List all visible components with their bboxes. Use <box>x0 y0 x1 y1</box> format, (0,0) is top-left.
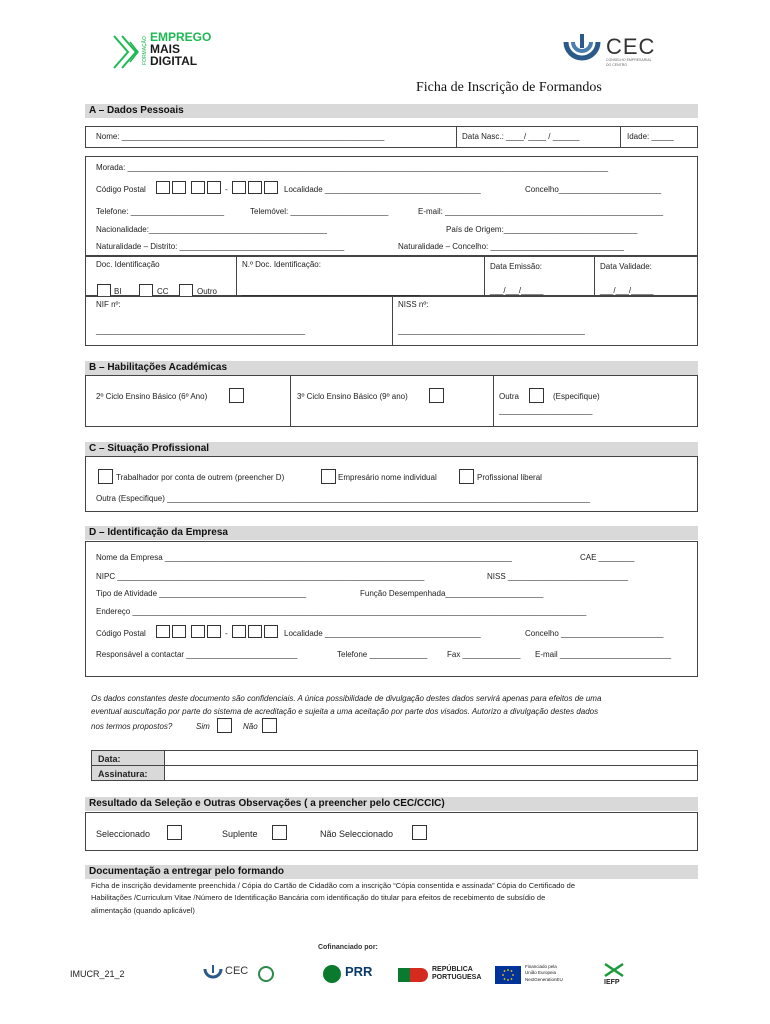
section-b-frame <box>85 375 698 427</box>
nao-checkbox[interactable] <box>262 718 277 733</box>
iefp-emblem-icon <box>603 962 625 978</box>
niss-label: NISS nº: <box>398 300 429 309</box>
logo-line-2: MAIS <box>150 42 180 56</box>
footer-ccic-logo-icon <box>258 966 274 982</box>
nao-seleccionado-label: Não Seleccionado <box>320 829 394 839</box>
cec-logo-sub1: CONSELHO EMPRESARIAL <box>606 58 652 62</box>
empresario-label: Empresário nome individual <box>338 473 437 482</box>
especifique-label: (Especifique) <box>553 392 600 401</box>
cp-digit-6[interactable] <box>248 181 262 194</box>
empresa-cp-label: Código Postal <box>96 629 146 638</box>
seleccionado-label: Seleccionado <box>96 829 151 839</box>
data-input[interactable] <box>166 751 696 764</box>
ciclo2-checkbox[interactable] <box>229 388 244 403</box>
empresa-cp-digit-5[interactable] <box>232 625 246 638</box>
empresa-cp-digit-4[interactable] <box>207 625 221 638</box>
empresa-niss-field[interactable]: NISS ___________________________ <box>487 572 629 581</box>
republica-portuguesa-logo: REPÚBLICA PORTUGUESA <box>398 966 488 984</box>
consent-line-2: eventual auscultação por parte do sistema de acreditação e sujeita a uma aceitação por parte dos visados. Autorizo a divulgação destes dados <box>91 707 599 716</box>
data-nasc-field[interactable]: Data Nasc.: ____/ ____ / ______ <box>462 132 580 141</box>
cp-digit-2[interactable] <box>172 181 186 194</box>
nome-field[interactable]: Nome: ___________________________________________________________ <box>96 132 385 141</box>
empresa-concelho-field[interactable]: Concelho _______________________ <box>525 629 664 638</box>
trabalhador-label: Trabalhador por conta de outrem (preencher D) <box>116 473 285 482</box>
data-validade-label: Data Validade: <box>600 262 652 271</box>
outra-hab-checkbox[interactable] <box>529 388 544 403</box>
logo-line-1: EMPREGO <box>150 30 212 44</box>
section-d-title: D – Identificação da Empresa <box>85 526 698 540</box>
doc-code: IMUCR_21_2 <box>70 969 125 979</box>
cp-digit-7[interactable] <box>264 181 278 194</box>
data-validade-field[interactable]: ___/___/_____ <box>600 286 654 295</box>
funcao-field[interactable]: Função Desempenhada______________________ <box>360 589 544 598</box>
consent-line-3: nos termos propostos? <box>91 722 173 731</box>
cp-dash: - <box>225 185 228 194</box>
assinatura-label: Assinatura: <box>98 769 148 779</box>
especifique-field[interactable]: _____________________ <box>499 406 593 415</box>
logo-small-text: FORMAÇÃO <box>142 36 148 66</box>
email-field[interactable]: E-mail: _________________________________________________ <box>418 207 664 216</box>
pt-flag-green-icon <box>398 968 410 982</box>
telemovel-field[interactable]: Telemóvel: ______________________ <box>250 207 389 216</box>
seleccionado-checkbox[interactable] <box>167 825 182 840</box>
data-emissao-label: Data Emissão: <box>490 262 543 271</box>
sim-checkbox[interactable] <box>217 718 232 733</box>
suplente-checkbox[interactable] <box>272 825 287 840</box>
cp-digit-3[interactable] <box>191 181 205 194</box>
doc-identificacao-label: Doc. Identificação <box>96 260 160 269</box>
data-label: Data: <box>98 754 121 764</box>
nif-field[interactable]: _______________________________________________ <box>96 326 306 335</box>
ciclo2-label: 2º Ciclo Ensino Básico (6º Ano) <box>96 392 208 401</box>
section-c-frame <box>85 456 698 512</box>
resultado-title: Resultado da Seleção e Outras Observações ( a preencher pelo CEC/CCIC) <box>85 797 698 811</box>
naturalidade-distrito-field[interactable]: Naturalidade – Distrito: _____________________________________ <box>96 242 345 251</box>
eu-flag-icon <box>495 966 521 984</box>
cp-digit-5[interactable] <box>232 181 246 194</box>
nacionalidade-field[interactable]: Nacionalidade:________________________________________ <box>96 225 327 234</box>
outro-label: Outro <box>197 287 218 296</box>
nao-label: Não <box>243 722 258 731</box>
section-c-title: C – Situação Profissional <box>85 442 698 456</box>
cae-field[interactable]: CAE ________ <box>580 553 635 562</box>
n-doc-field[interactable]: ________________________________________ <box>242 287 420 296</box>
documentacao-title: Documentação a entregar pelo formando <box>85 865 698 879</box>
trabalhador-checkbox[interactable] <box>98 469 113 484</box>
empresa-cp-dash: - <box>225 629 228 638</box>
responsavel-field[interactable]: Responsável a contactar _________________________ <box>96 650 298 659</box>
niss-field[interactable]: __________________________________________ <box>398 326 585 335</box>
empresa-cp-digit-1[interactable] <box>156 625 170 638</box>
footer-cec-logo: CEC <box>203 964 253 984</box>
tipo-atividade-field[interactable]: Tipo de Atividade _________________________________ <box>96 589 307 598</box>
emprego-mais-digital-logo <box>112 30 222 74</box>
suplente-label: Suplente <box>222 829 258 839</box>
cec-emblem-icon <box>562 32 602 66</box>
eu-funding-logo: Financiado pela União Europeia NextGenerationEU <box>495 964 575 986</box>
empresa-localidade-field[interactable]: Localidade ___________________________________ <box>284 629 481 638</box>
ciclo3-checkbox[interactable] <box>429 388 444 403</box>
empresa-fax-field[interactable]: Fax _____________ <box>447 650 521 659</box>
assinatura-input[interactable] <box>166 767 696 780</box>
iefp-logo: IEFP <box>600 962 630 990</box>
section-b-title: B – Habilitações Académicas <box>85 361 698 375</box>
telefone-field[interactable]: Telefone: _____________________ <box>96 207 225 216</box>
eu-stars-icon <box>495 966 521 984</box>
document-title: Ficha de Inscrição de Formandos <box>416 80 602 95</box>
idade-field[interactable]: Idade: _____ <box>627 132 674 141</box>
endereco-field[interactable]: Endereço ______________________________________________________________________________________________________ <box>96 607 587 616</box>
codigo-postal-label: Código Postal <box>96 185 146 194</box>
consent-line-1: Os dados constantes deste documento são confidenciais. A única possibilidade de divulgação destes dados servirá apenas para efeitos de uma <box>91 694 602 703</box>
liberal-label: Profissional liberal <box>477 473 542 482</box>
nif-label: NIF nº: <box>96 300 121 309</box>
empresa-cp-digit-6[interactable] <box>248 625 262 638</box>
cc-label: CC <box>157 287 169 296</box>
logo-line-3: DIGITAL <box>150 54 198 68</box>
empresa-cp-digit-3[interactable] <box>191 625 205 638</box>
empresa-cp-digit-7[interactable] <box>264 625 278 638</box>
pais-origem-field[interactable]: País de Origem:______________________________ <box>446 225 638 234</box>
liberal-checkbox[interactable] <box>459 469 474 484</box>
data-emissao-field[interactable]: ___/___/_____ <box>490 286 544 295</box>
ciclo3-label: 3º Ciclo Ensino Básico (9º ano) <box>297 392 408 401</box>
documentacao-line-3: alimentação (quando aplicável) <box>91 906 195 915</box>
concelho-field[interactable]: Concelho_______________________ <box>525 185 662 194</box>
localidade-field[interactable]: Localidade ___________________________________ <box>284 185 481 194</box>
cp-digit-4[interactable] <box>207 181 221 194</box>
nipc-field[interactable]: NIPC _____________________________________________________________________ <box>96 572 425 581</box>
footer-cec-emblem-icon <box>203 964 223 982</box>
section-a-title: A – Dados Pessoais <box>85 104 698 118</box>
pt-flag-red-icon <box>410 968 428 982</box>
documentacao-line-1: Ficha de inscrição devidamente preenchida / Cópia do Cartão de Cidadão com a inscrição “Cópia consentida e assinada” Cópia do Certificado de <box>91 881 576 890</box>
nao-seleccionado-checkbox[interactable] <box>412 825 427 840</box>
cec-logo-sub2: DO CENTRO <box>606 63 627 67</box>
sim-label: Sim <box>196 722 210 731</box>
prr-logo: PRR <box>323 964 393 986</box>
naturalidade-concelho-field[interactable]: Naturalidade – Concelho: ______________________________ <box>398 242 624 251</box>
cec-logo-text: CEC <box>606 34 656 59</box>
cofinanciado-label: Cofinanciado por: <box>318 944 378 951</box>
outra-situacao-field[interactable]: Outra (Especifique) _______________________________________________________________________________________________ <box>96 494 590 503</box>
empresa-email-field[interactable]: E-mail _________________________ <box>535 650 672 659</box>
empresa-telefone-field[interactable]: Telefone _____________ <box>337 650 428 659</box>
documentacao-line-2: Habilitações /Curriculum Vitae /Número de Identificação Bancária com identificação do titular para efeitos de recebimento de subsídio de <box>91 893 546 902</box>
empresa-cp-digit-2[interactable] <box>172 625 186 638</box>
nome-empresa-field[interactable]: Nome da Empresa ______________________________________________________________________________ <box>96 553 512 562</box>
cp-digit-1[interactable] <box>156 181 170 194</box>
outra-hab-label: Outra <box>499 392 520 401</box>
empresario-checkbox[interactable] <box>321 469 336 484</box>
prr-emblem-icon <box>323 965 341 983</box>
cec-logo <box>562 32 662 72</box>
bi-label: BI <box>114 287 122 296</box>
morada-field[interactable]: Morada: ____________________________________________________________________________________________________________ <box>96 163 609 172</box>
n-doc-label: N.º Doc. Identificação: <box>242 260 321 269</box>
